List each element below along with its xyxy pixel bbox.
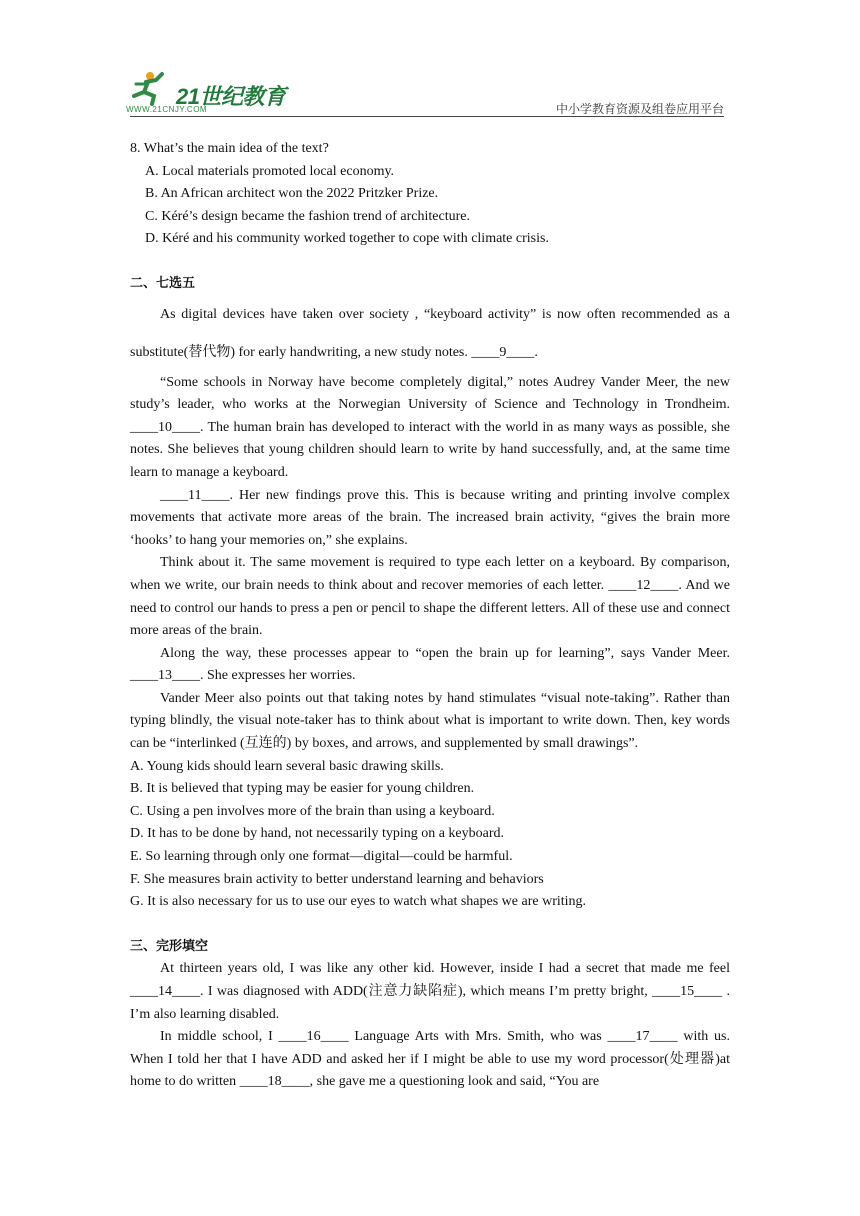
s2-option-b: B. It is believed that typing may be easier for young children. bbox=[130, 781, 475, 797]
passage-paragraph-1: As digital devices have taken over society , “keyboard activity” is now often recommended as a substitute(替代物) for early handwriting, a new study notes. ____9____. bbox=[130, 306, 730, 360]
question-8: 8. What’s the main idea of the text? bbox=[130, 141, 329, 156]
section-heading-seven-choose-five: 二、七选五 bbox=[130, 275, 196, 291]
header-platform-label: 中小学教育资源及组卷应用平台 bbox=[555, 102, 724, 116]
logo bbox=[126, 70, 296, 116]
passage-paragraph-2: “Some schools in Norway have become completely digital,” notes Audrey Vander Meer, the new study’s leader, who works at the Norwegian University of Science and Technology in Trondheim. ____10____. The human brain has developed to interact with the world in as many ways as possible, she notes. She believes that young children should learn to write by hand successfully, and, at the same time learn to manage a keyboard. bbox=[130, 374, 730, 480]
document-body bbox=[130, 138, 730, 1094]
passage-paragraph-3: ____11____. Her new findings prove this. This is because writing and printing involve complex movements that activate more areas of the brain. The increased brain activity, “gives the brain more ‘hooks’ to hang your memories on,” she explains. bbox=[130, 487, 730, 548]
s2-option-e: E. So learning through only one format—digital—could be harmful. bbox=[130, 849, 513, 865]
section-heading-cloze: 三、完形填空 bbox=[130, 938, 209, 954]
runner-logo-icon bbox=[126, 70, 176, 106]
s2-option-d: D. It has to be done by hand, not necessarily typing on a keyboard. bbox=[130, 826, 505, 842]
cloze-paragraph-2: In middle school, I ____16____ Language Arts with Mrs. Smith, who was ____17____ with us. When I told her that I have ADD and asked her if I might be able to use my word processor(处理器)at home to do written ____18____, she gave me a questioning look and said, “You are bbox=[130, 1029, 730, 1090]
cloze-paragraph-1: At thirteen years old, I was like any other kid. However, inside I had a secret that made me feel ____14____. I was diagnosed with ADD(注意力缺陷症), which means I’m pretty bright, ____15____ . I’m also learning disabled. bbox=[130, 961, 730, 1022]
q8-option-c: C. Kéré’s design became the fashion trend of architecture. bbox=[145, 208, 470, 224]
passage-paragraph-5: Along the way, these processes appear to “open the brain up for learning”, says Vander Meer. ____13____. She expresses her worries. bbox=[130, 645, 730, 684]
passage-paragraph-6: Vander Meer also points out that taking notes by hand stimulates “visual note-taking”. Rather than typing blindly, the visual note-taker has to think about what is important to write down. Then, key words can be “interlinked (互连的) by boxes, and arrows, and supplemented by small drawings”. bbox=[130, 690, 730, 752]
passage-paragraph-4: Think about it. The same movement is required to type each letter on a keyboard. By comparison, when we write, our brain needs to think about and recover memories of each letter. ____12____. And we need to control our hands to press a pen or pencil to shape the different letters. All of these use and connect more areas of the brain. bbox=[130, 555, 730, 639]
header-divider bbox=[130, 116, 724, 117]
s2-option-a: A. Young kids should learn several basic drawing skills. bbox=[130, 758, 444, 774]
q8-option-d: D. Kéré and his community worked together to cope with climate crisis. bbox=[145, 231, 549, 247]
s2-option-f: F. She measures brain activity to better understand learning and behaviors bbox=[130, 871, 544, 887]
q8-option-a: A. Local materials promoted local economy. bbox=[145, 163, 395, 179]
s2-option-g: G. It is also necessary for us to use our eyes to watch what shapes we are writing. bbox=[130, 894, 587, 910]
logo-text: 21世纪教育 bbox=[176, 84, 286, 109]
q8-option-b: B. An African architect won the 2022 Pritzker Prize. bbox=[145, 186, 439, 202]
s2-option-c: C. Using a pen involves more of the brain than using a keyboard. bbox=[130, 803, 495, 819]
logo-url: WWW.21CNJY.COM bbox=[126, 105, 208, 114]
